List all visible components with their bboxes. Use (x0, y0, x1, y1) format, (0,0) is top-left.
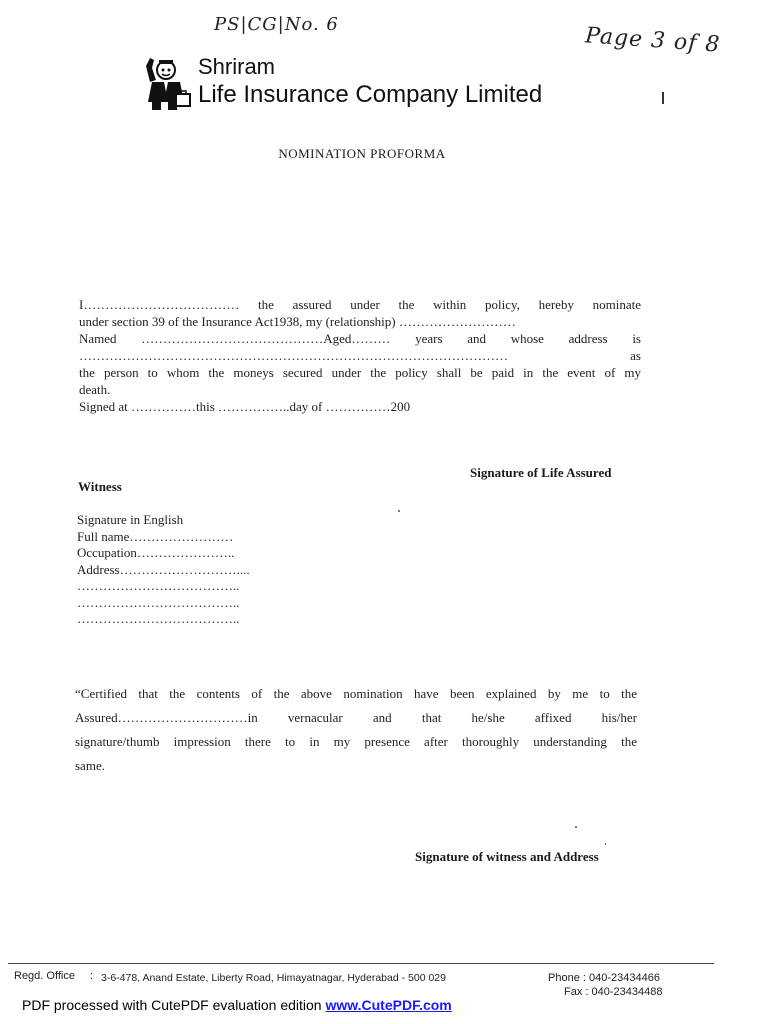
nomination-line: ……………………………………………………………………………………… as (79, 348, 641, 363)
fax-number: Fax : 040-23434488 (564, 986, 663, 998)
handwritten-reference: PS|CG|No. 6 (214, 14, 339, 35)
nomination-line: the person to whom the moneys secured under the policy shall be paid in the event of my (79, 365, 641, 380)
nomination-line: death. (79, 382, 111, 397)
witness-heading: Witness (78, 479, 122, 494)
certification-line: Assured…………………………in vernacular and that he/she affixed his/her (75, 710, 637, 725)
company-name-line1: Shriram (198, 54, 276, 79)
scan-speck (605, 843, 606, 845)
businessman-mascot-icon (140, 52, 192, 112)
cutepdf-watermark (22, 997, 452, 1013)
cutepdf-link[interactable]: www.CutePDF.com (325, 997, 452, 1013)
handwritten-page-note: Page 3 of 8 (584, 23, 722, 58)
certification-line: “Certified that the contents of the above nomination have been explained by me to the (75, 686, 637, 701)
witness-fields (77, 512, 337, 628)
witness-address-line: ……………………………….. (77, 594, 240, 610)
nomination-line: Named ……………………………………Aged……… years and whose address is (79, 331, 641, 346)
company-logo (140, 52, 192, 112)
certification-line: same. (75, 758, 105, 773)
scan-speck (575, 826, 577, 828)
nomination-paragraph (79, 296, 641, 415)
watermark-prefix: PDF processed with CutePDF evaluation edition (22, 997, 322, 1013)
witness-address-line: ……………………………….. (77, 611, 240, 626)
company-name-line2: Life Insurance Company Limited (198, 81, 543, 108)
witness-address-line: ……………………………….. (77, 578, 240, 593)
footer-divider (8, 963, 714, 964)
nomination-line: I……………………………… the assured under the within policy, hereby nominate (79, 297, 641, 312)
scan-speck (398, 510, 400, 512)
signature-witness-label: Signature of witness and Address (415, 849, 599, 864)
witness-full-name-field: Full name…………………… (77, 528, 234, 544)
witness-signature-field: Signature in English (77, 512, 184, 527)
witness-address-field: Address……………………….... (77, 561, 250, 577)
nomination-line: under section 39 of the Insurance Act1938, my (relationship) ……………………… (79, 314, 516, 329)
regd-office-label: Regd. Office (14, 970, 75, 982)
nomination-line: Signed at ……………this ……………..day of ……………200 (79, 399, 411, 414)
scan-mark (662, 92, 664, 104)
regd-office-address: 3-6-478, Anand Estate, Liberty Road, Himayatnagar, Hyderabad - 500 029 (101, 972, 446, 984)
regd-office-separator: : (90, 970, 94, 982)
witness-occupation-field: Occupation………………….. (77, 545, 235, 560)
certification-paragraph (75, 682, 637, 778)
phone-number: Phone : 040-23434466 (548, 972, 660, 984)
document-title: NOMINATION PROFORMA (278, 146, 446, 161)
signature-life-assured-label: Signature of Life Assured (470, 465, 612, 480)
certification-line: signature/thumb impression there to in my presence after thoroughly understanding the (75, 734, 637, 749)
